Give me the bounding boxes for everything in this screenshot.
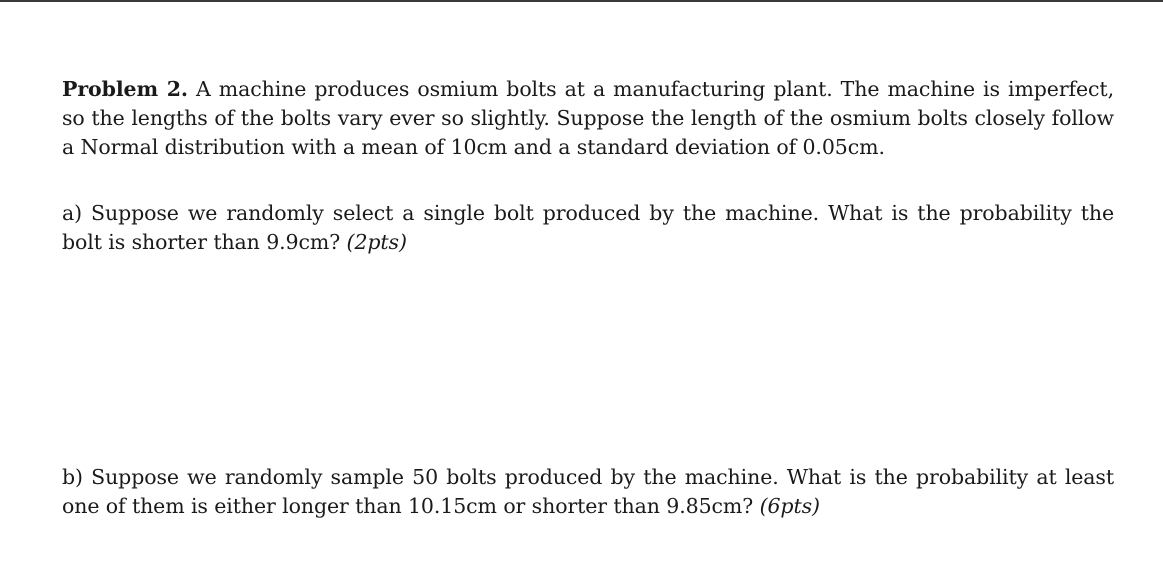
part-b-points: (6pts)	[759, 494, 820, 518]
problem-text: A machine produces osmium bolts at a manufacturing plant. The machine is imperfect, so the lengths of the bolts vary ever so slightly. Suppose the length of the osmium bolts closely follow a Normal distribution with a mean of 10cm and a standard deviation of 0.05cm.	[62, 77, 1114, 159]
problem-statement	[62, 75, 1114, 162]
part-a-points: (2pts)	[346, 230, 407, 254]
part-a-question	[62, 199, 1114, 257]
part-b-text: b) Suppose we randomly sample 50 bolts produced by the machine. What is the probability at least one of them is either longer than 10.15cm or shorter than 9.85cm?	[62, 465, 1114, 518]
part-b-question	[62, 463, 1114, 521]
problem-label: Problem 2.	[62, 77, 188, 101]
part-a-text: a) Suppose we randomly select a single bolt produced by the machine. What is the probability the bolt is shorter than 9.9cm?	[62, 201, 1114, 254]
top-border-line	[0, 0, 1163, 2]
